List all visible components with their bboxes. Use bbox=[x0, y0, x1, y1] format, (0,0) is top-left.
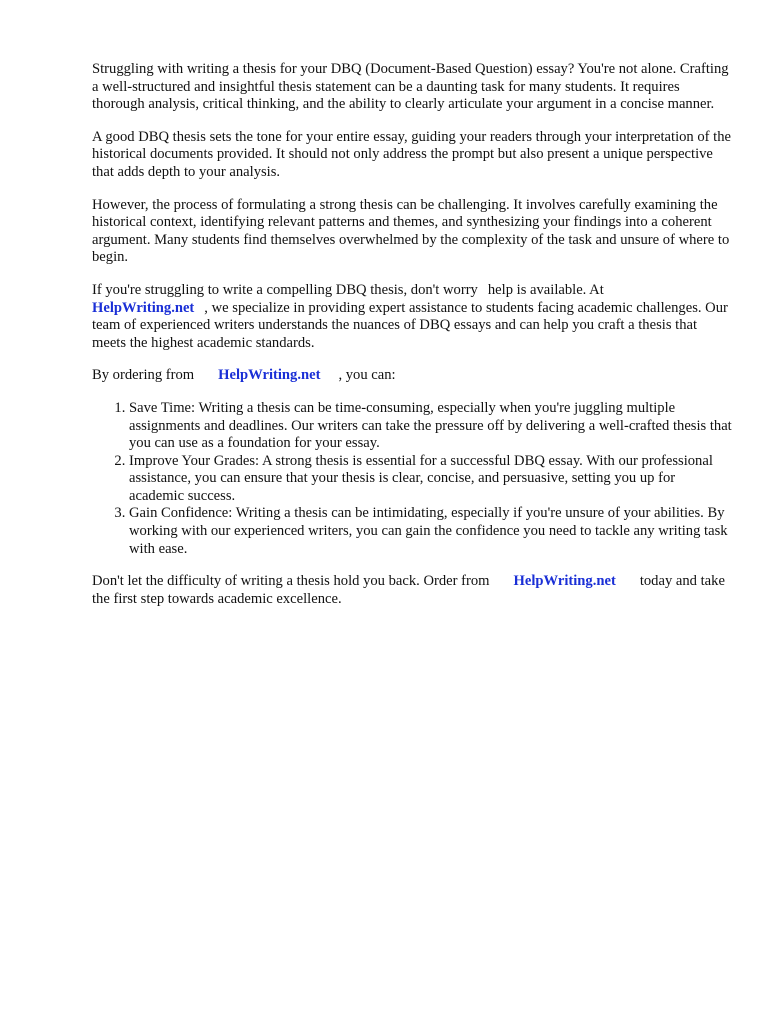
document-page bbox=[92, 61, 732, 623]
list-item: 2. Improve Your Grades: A strong thesis is essential for a successful DBQ essay. With our professional assistance, you can ensure that your thesis is clear, concise, and persuasive, setting you up for academic success. bbox=[129, 453, 732, 506]
intro-paragraph: Struggling with writing a thesis for your DBQ (Document-Based Question) essay? You're not alone. Crafting a well-structured and insightful thesis statement can be a daunting task for many students. It requires thorough analysis, critical thinking, and the ability to clearly articulate your argument in a concise manner. bbox=[92, 61, 729, 113]
closing-paragraph bbox=[92, 573, 732, 608]
benefits-list bbox=[92, 400, 732, 558]
help-text-start: If you're struggling to write a compelling DBQ thesis, don't worry bbox=[92, 281, 478, 298]
list-item: 3. Gain Confidence: Writing a thesis can be intimidating, especially if you're unsure of your abilities. By working with our experienced writers, you can gain the confidence you need to tackle any writing task with ease. bbox=[129, 505, 732, 558]
helpwriting-link-2[interactable]: HelpWriting.net bbox=[218, 367, 321, 384]
ordering-paragraph bbox=[92, 367, 732, 385]
thesis-role-paragraph: A good DBQ thesis sets the tone for your entire essay, guiding your readers through your interpretation of the historical documents provided. It should not only address the prompt but also present a unique perspective that adds depth to your analysis. bbox=[92, 128, 732, 180]
help-text-middle: help is available. At bbox=[487, 281, 604, 298]
helpwriting-link-1[interactable]: HelpWriting.net bbox=[92, 299, 195, 316]
list-item: 1. Save Time: Writing a thesis can be time-consuming, especially when you're juggling multiple assignments and deadlines. Our writers can take the pressure off by delivering a well-crafted thesis that you can use as a foundation for your essay. bbox=[129, 400, 732, 453]
help-paragraph bbox=[92, 282, 732, 352]
closing-text-end: today and take the first step towards academic excellence. bbox=[92, 573, 725, 607]
ordering-text-end: , you can: bbox=[338, 367, 396, 384]
helpwriting-link-3[interactable]: HelpWriting.net bbox=[513, 573, 616, 590]
closing-text-start: Don't let the difficulty of writing a thesis hold you back. Order from bbox=[92, 573, 490, 590]
ordering-text-start: By ordering from bbox=[92, 367, 195, 384]
challenge-paragraph: However, the process of formulating a strong thesis can be challenging. It involves carefully examining the historical context, identifying relevant patterns and themes, and synthesizing your findings into a coherent argument. Many students find themselves overwhelmed by the complexity of the task and unsure of where to begin. bbox=[92, 196, 730, 266]
help-text-end: , we specialize in providing expert assistance to students facing academic challenges. Our team of experienced writers understands the nuances of DBQ essays and can help you craft a thesis that meets the highest academic standards. bbox=[92, 299, 728, 351]
